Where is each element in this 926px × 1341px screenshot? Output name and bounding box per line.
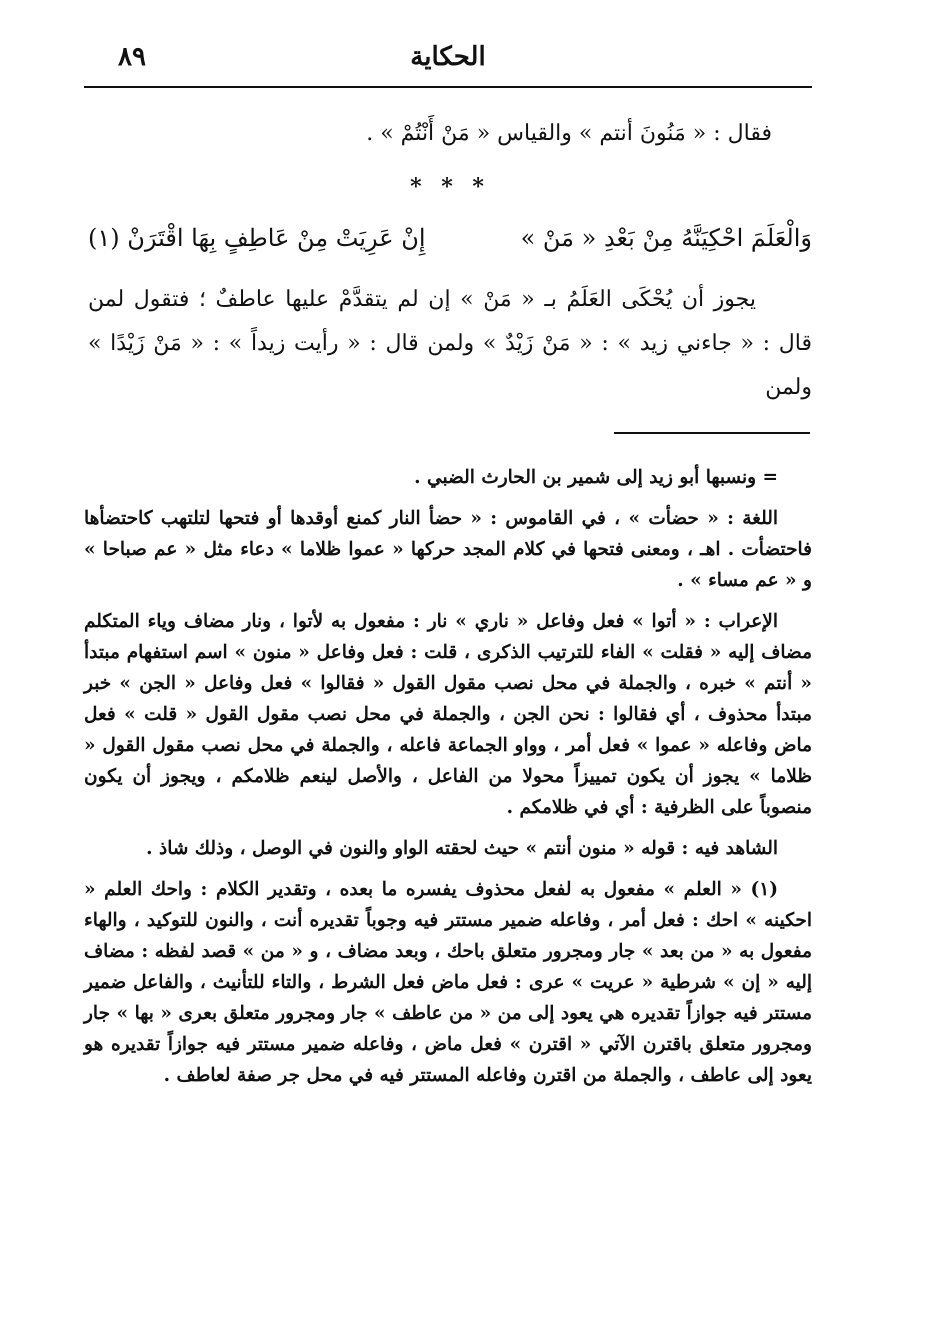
page-header <box>84 36 812 84</box>
footnote-shahid: الشاهد فيه : قوله « منون أنتم » حيث لحقته الواو والنون في الوصل ، وذلك شاذ . <box>146 838 778 859</box>
verse-hemistich-second: إِنْ عَرِيَتْ مِنْ عَاطِفٍ بِهَا اقْتَرَنْ (١) <box>88 224 426 252</box>
verse-hemistich-first: وَالْعَلَمَ احْكِيَنَّهُ مِنْ بَعْدِ « مَنْ » <box>520 224 812 252</box>
running-title: الحكاية <box>410 42 486 72</box>
header-rule <box>84 86 812 88</box>
page-number: ٨٩ <box>118 42 146 72</box>
footnote-rule <box>614 432 810 434</box>
footnote-1: (١) « العلم » مفعول به لفعل محذوف يفسره ما بعده ، وتقدير الكلام : واحك العلم « احكينه » احك : فعل أمر ، وفاعله ضمير مستتر فيه وجوباً تقديره أنت ، والنون للتوكيد ، والهاء مفعول به « من بعد » جار ومجرور متعلق باحك ، وبعد مضاف ، و « من » قصد لفظه : مضاف إليه « إن » شرطية « عريت » عرى : فعل ماض فعل الشرط ، والتاء للتأنيث ، والفاعل ضمير مستتر فيه جوازاً تقديره هي يعود إلى من « من عاطف » جار ومجرور متعلق بعرى « بها » جار ومجرور متعلق باقترن الآتي « اقترن » فعل ماض ، وفاعله ضمير مستتر فيه جوازاً تقديره هو يعود إلى عاطف ، والجملة من اقترن وفاعله المستتر فيه في محل جر صفة لعاطف . <box>84 879 812 1086</box>
footnote-irab: الإعراب : « أتوا » فعل وفاعل « ناري » نار : مفعول به لأتوا ، ونار مضاف وياء المتكلم مضاف إليه « فقلت » الفاء للترتيب الذكرى ، قلت : فعل وفاعل « منون » اسم استفهام مبتدأ « أنتم » خبره ، والجملة في محل نصب مقول القول « فقالوا » فعل وفاعل « الجن » خبر مبتدأ محذوف ، أي فقالوا : نحن الجن ، والجملة في محل نصب مقول القول « قلت » فعل ماض وفاعله « عموا » فعل أمر ، وواو الجماعة فاعله ، والجملة في محل نصب مقول القول « ظلاما » يجوز أن يكون تمييزاً محولا من الفاعل ، والأصل لينعم ظلامكم ، ويجوز أن يكون منصوباً على الظرفية : أي في ظلامكم . <box>84 611 812 818</box>
intro-line: فقال : « مَنُونَ أنتم » والقياس « مَنْ أَنْتُمْ » . <box>366 121 772 146</box>
footnote-continuation: = ونسبها أبو زيد إلى شمير بن الحارث الضبي . <box>414 467 778 488</box>
verse-line <box>88 218 812 262</box>
explanation-paragraph: يجوز أن يُحْكَى العَلَمُ بـ « مَنْ » إن لم يتقدَّمْ عليها عاطفٌ ؛ فتقول لمن قال : « جاءني زيد » : « مَنْ زَيْدٌ » ولمن قال : « رأيت زيداً » : « مَنْ زَيْدًا » ولمن <box>88 287 812 400</box>
footnotes <box>84 462 812 1101</box>
main-text <box>88 110 812 432</box>
footnote-lugha: اللغة : « حضأت » ، في القاموس : « حضأ النار كمنع أوقدها أو فتحها لتلتهب كاحتضأها فاحتضأت . اهـ ، ومعنى فتحها في كلام المجد حركها « عموا ظلاما » دعاء مثل « عم صباحا » و « عم مساء » . <box>84 508 812 591</box>
section-separator: * * * <box>410 174 490 200</box>
